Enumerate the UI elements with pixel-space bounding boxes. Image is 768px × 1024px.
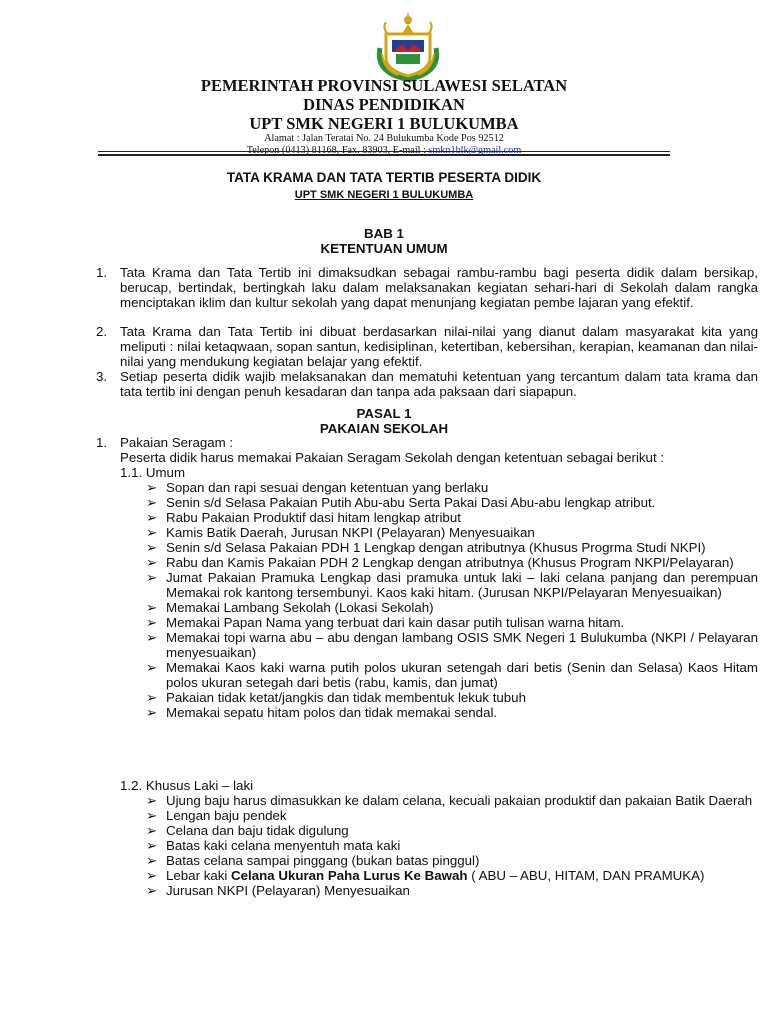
article-title: PAKAIAN SEKOLAH <box>319 421 449 436</box>
uniform-item <box>96 435 758 450</box>
provision-item <box>96 265 758 310</box>
arrow-bullet-icon: ➢ <box>146 615 158 630</box>
arrow-bullet-icon: ➢ <box>146 868 158 883</box>
bullet-text-suffix: ( ABU – ABU, HITAM, DAN PRAMUKA) <box>467 868 705 883</box>
arrow-bullet-icon: ➢ <box>146 540 158 555</box>
email-link[interactable]: smkn1blk@gmail.com <box>428 145 522 156</box>
bullet-text: Rabu Pakaian Produktif dasi hitam lengkap atribut <box>166 510 461 525</box>
arrow-bullet-icon: ➢ <box>146 853 158 868</box>
letterhead-divider-thick <box>98 154 670 156</box>
list-item <box>146 823 758 838</box>
list-item <box>146 510 758 525</box>
bullet-text: Pakaian tidak ketat/jangkis dan tidak membentuk lekuk tubuh <box>166 690 526 705</box>
letterhead <box>0 76 768 157</box>
arrow-bullet-icon: ➢ <box>146 555 158 570</box>
list-item <box>146 868 758 883</box>
chapter-title: KETENTUAN UMUM <box>320 241 448 256</box>
bullet-text: Sopan dan rapi sesuai dengan ketentuan yang berlaku <box>166 480 489 495</box>
list-item <box>146 853 758 868</box>
bullet-text-prefix: Lebar kaki <box>166 868 232 883</box>
arrow-bullet-icon: ➢ <box>146 838 158 853</box>
bullet-text: Memakai Lambang Sekolah (Lokasi Sekolah) <box>166 600 434 615</box>
bullet-text: Memakai topi warna abu – abu dengan lambang OSIS SMK Negeri 1 Bulukumba (NKPI / Pelayaran menyesuaikan) <box>166 630 758 660</box>
bullet-text: Kamis Batik Daerah, Jurusan NKPI (Pelayaran) Menyesuaikan <box>166 525 535 540</box>
bullet-text: Memakai Kaos kaki warna putih polos ukuran setengah dari betis (Senin dan Selasa) Kaos Hitam polos ukuran setegah dari betis (rabu, kamis, dan jumat) <box>166 660 758 690</box>
male-bullet-list <box>146 793 758 898</box>
bullet-text: Senin s/d Selasa Pakaian PDH 1 Lengkap dengan atributnya (Khusus Progrma Studi NKPI) <box>166 540 706 555</box>
list-item <box>146 615 758 630</box>
bullet-text: Memakai sepatu hitam polos dan tidak memakai sendal. <box>166 705 498 720</box>
list-item <box>146 838 758 853</box>
list-item <box>146 600 758 615</box>
arrow-bullet-icon: ➢ <box>146 570 158 585</box>
school-address: Alamat : Jalan Teratai No. 24 Bulukumba Kode Pos 92512 <box>264 133 504 144</box>
bullet-text: Jurusan NKPI (Pelayaran) Menyesuaikan <box>166 883 410 898</box>
arrow-bullet-icon: ➢ <box>146 510 158 525</box>
school-name: UPT SMK NEGERI 1 BULUKUMBA <box>249 114 519 133</box>
list-item <box>146 495 758 510</box>
list-item <box>146 660 758 690</box>
government-name: PEMERINTAH PROVINSI SULAWESI SELATAN <box>200 76 568 95</box>
article-heading: PASAL 1 <box>356 406 412 421</box>
uniform-item-number: 1. <box>96 435 108 450</box>
letterhead-divider <box>98 151 670 152</box>
bullet-text: Jumat Pakaian Pramuka Lengkap dasi pramuka untuk laki – laki celana panjang dan perempuan Memakai rok kantong tersembunyi. Kaos kaki hitam. (Jurusan NKPI/Pelayaran Menyesuaikan) <box>166 570 758 600</box>
arrow-bullet-icon: ➢ <box>146 823 158 838</box>
bullet-text: Memakai Papan Nama yang terbuat dari kain dasar putih tulisan warna hitam. <box>166 615 625 630</box>
arrow-bullet-icon: ➢ <box>146 525 158 540</box>
provision-number: 1. <box>96 265 108 280</box>
provision-text: Tata Krama dan Tata Tertib ini dimaksudkan sebagai rambu-rambu bagi peserta didik dalam bersikap, berucap, bertindak, bertingkah laku dalam melaksanakan kegiatan sehari-hari di Sekolah dalam rangka menciptakan iklim dan kultur sekolah yang dapat menunjang kegiatan pembe lajaran yang efektif. <box>120 265 758 310</box>
arrow-bullet-icon: ➢ <box>146 793 158 808</box>
bullet-text: Ujung baju harus dimasukkan ke dalam celana, kecuali pakaian produktif dan pakaian Batik Daerah <box>166 793 753 808</box>
document-subtitle: UPT SMK NEGERI 1 BULUKUMBA <box>294 189 474 201</box>
bullet-text: Lengan baju pendek <box>166 808 287 823</box>
bullet-text: Rabu dan Kamis Pakaian PDH 2 Lengkap dengan atributnya (Khusus Program NKPI/Pelayaran) <box>166 555 734 570</box>
bullet-text: Batas kaki celana menyentuh mata kaki <box>166 838 401 853</box>
provision-number: 2. <box>96 324 108 339</box>
arrow-bullet-icon: ➢ <box>146 630 158 645</box>
bullet-text: Senin s/d Selasa Pakaian Putih Abu-abu Serta Pakai Dasi Abu-abu lengkap atribut. <box>166 495 656 510</box>
arrow-bullet-icon: ➢ <box>146 495 158 510</box>
list-item <box>146 555 758 570</box>
list-item <box>146 883 758 898</box>
list-item <box>146 705 758 720</box>
arrow-bullet-icon: ➢ <box>146 660 158 675</box>
bullet-text: Celana dan baju tidak digulung <box>166 823 349 838</box>
provincial-emblem-icon <box>372 8 444 82</box>
list-item <box>146 570 758 600</box>
list-item <box>146 525 758 540</box>
document-title: TATA KRAMA DAN TATA TERTIB PESERTA DIDIK <box>226 170 542 185</box>
provision-item <box>96 369 758 399</box>
list-item <box>146 808 758 823</box>
section-general-heading: 1.1. Umum <box>120 465 186 480</box>
arrow-bullet-icon: ➢ <box>146 690 158 705</box>
chapter-heading: BAB 1 <box>364 226 404 241</box>
general-bullet-list <box>146 480 758 720</box>
department-name: DINAS PENDIDIKAN <box>303 95 465 114</box>
arrow-bullet-icon: ➢ <box>146 808 158 823</box>
provision-number: 3. <box>96 369 108 384</box>
list-item <box>146 480 758 495</box>
list-item <box>146 540 758 555</box>
bullet-text-bold: Celana Ukuran Paha Lurus Ke Bawah <box>231 868 468 883</box>
arrow-bullet-icon: ➢ <box>146 480 158 495</box>
provision-text: Setiap peserta didik wajib melaksanakan dan mematuhi ketentuan yang tercantum dalam tata krama dan tata tertib ini dengan penuh kesadaran dan tanpa ada paksaan dari siapapun. <box>120 369 758 399</box>
arrow-bullet-icon: ➢ <box>146 705 158 720</box>
provision-text: Tata Krama dan Tata Tertib ini dibuat berdasarkan nilai-nilai yang dianut dalam masyarakat kita yang meliputi : nilai ketaqwaan, sopan santun, kedisiplinan, ketertiban, kebersihan, kerapian, keamanan dan nilai-nilai yang mendukung kegiatan belajar yang efektif. <box>120 324 758 369</box>
arrow-bullet-icon: ➢ <box>146 883 158 898</box>
phone-fax: Telepon (0413) 81168, Fax. 83903, E-mail : <box>246 145 429 156</box>
bullet-text: Batas celana sampai pinggang (bukan batas pinggul) <box>166 853 480 868</box>
section-male-heading: 1.2. Khusus Laki – laki <box>120 778 254 793</box>
list-item <box>146 630 758 660</box>
list-item <box>146 793 758 808</box>
provision-item <box>96 324 758 369</box>
uniform-item-label: Pakaian Seragam : <box>120 435 234 450</box>
list-item <box>146 690 758 705</box>
uniform-intro: Peserta didik harus memakai Pakaian Seragam Sekolah dengan ketentuan sebagai berikut : <box>120 450 665 465</box>
arrow-bullet-icon: ➢ <box>146 600 158 615</box>
